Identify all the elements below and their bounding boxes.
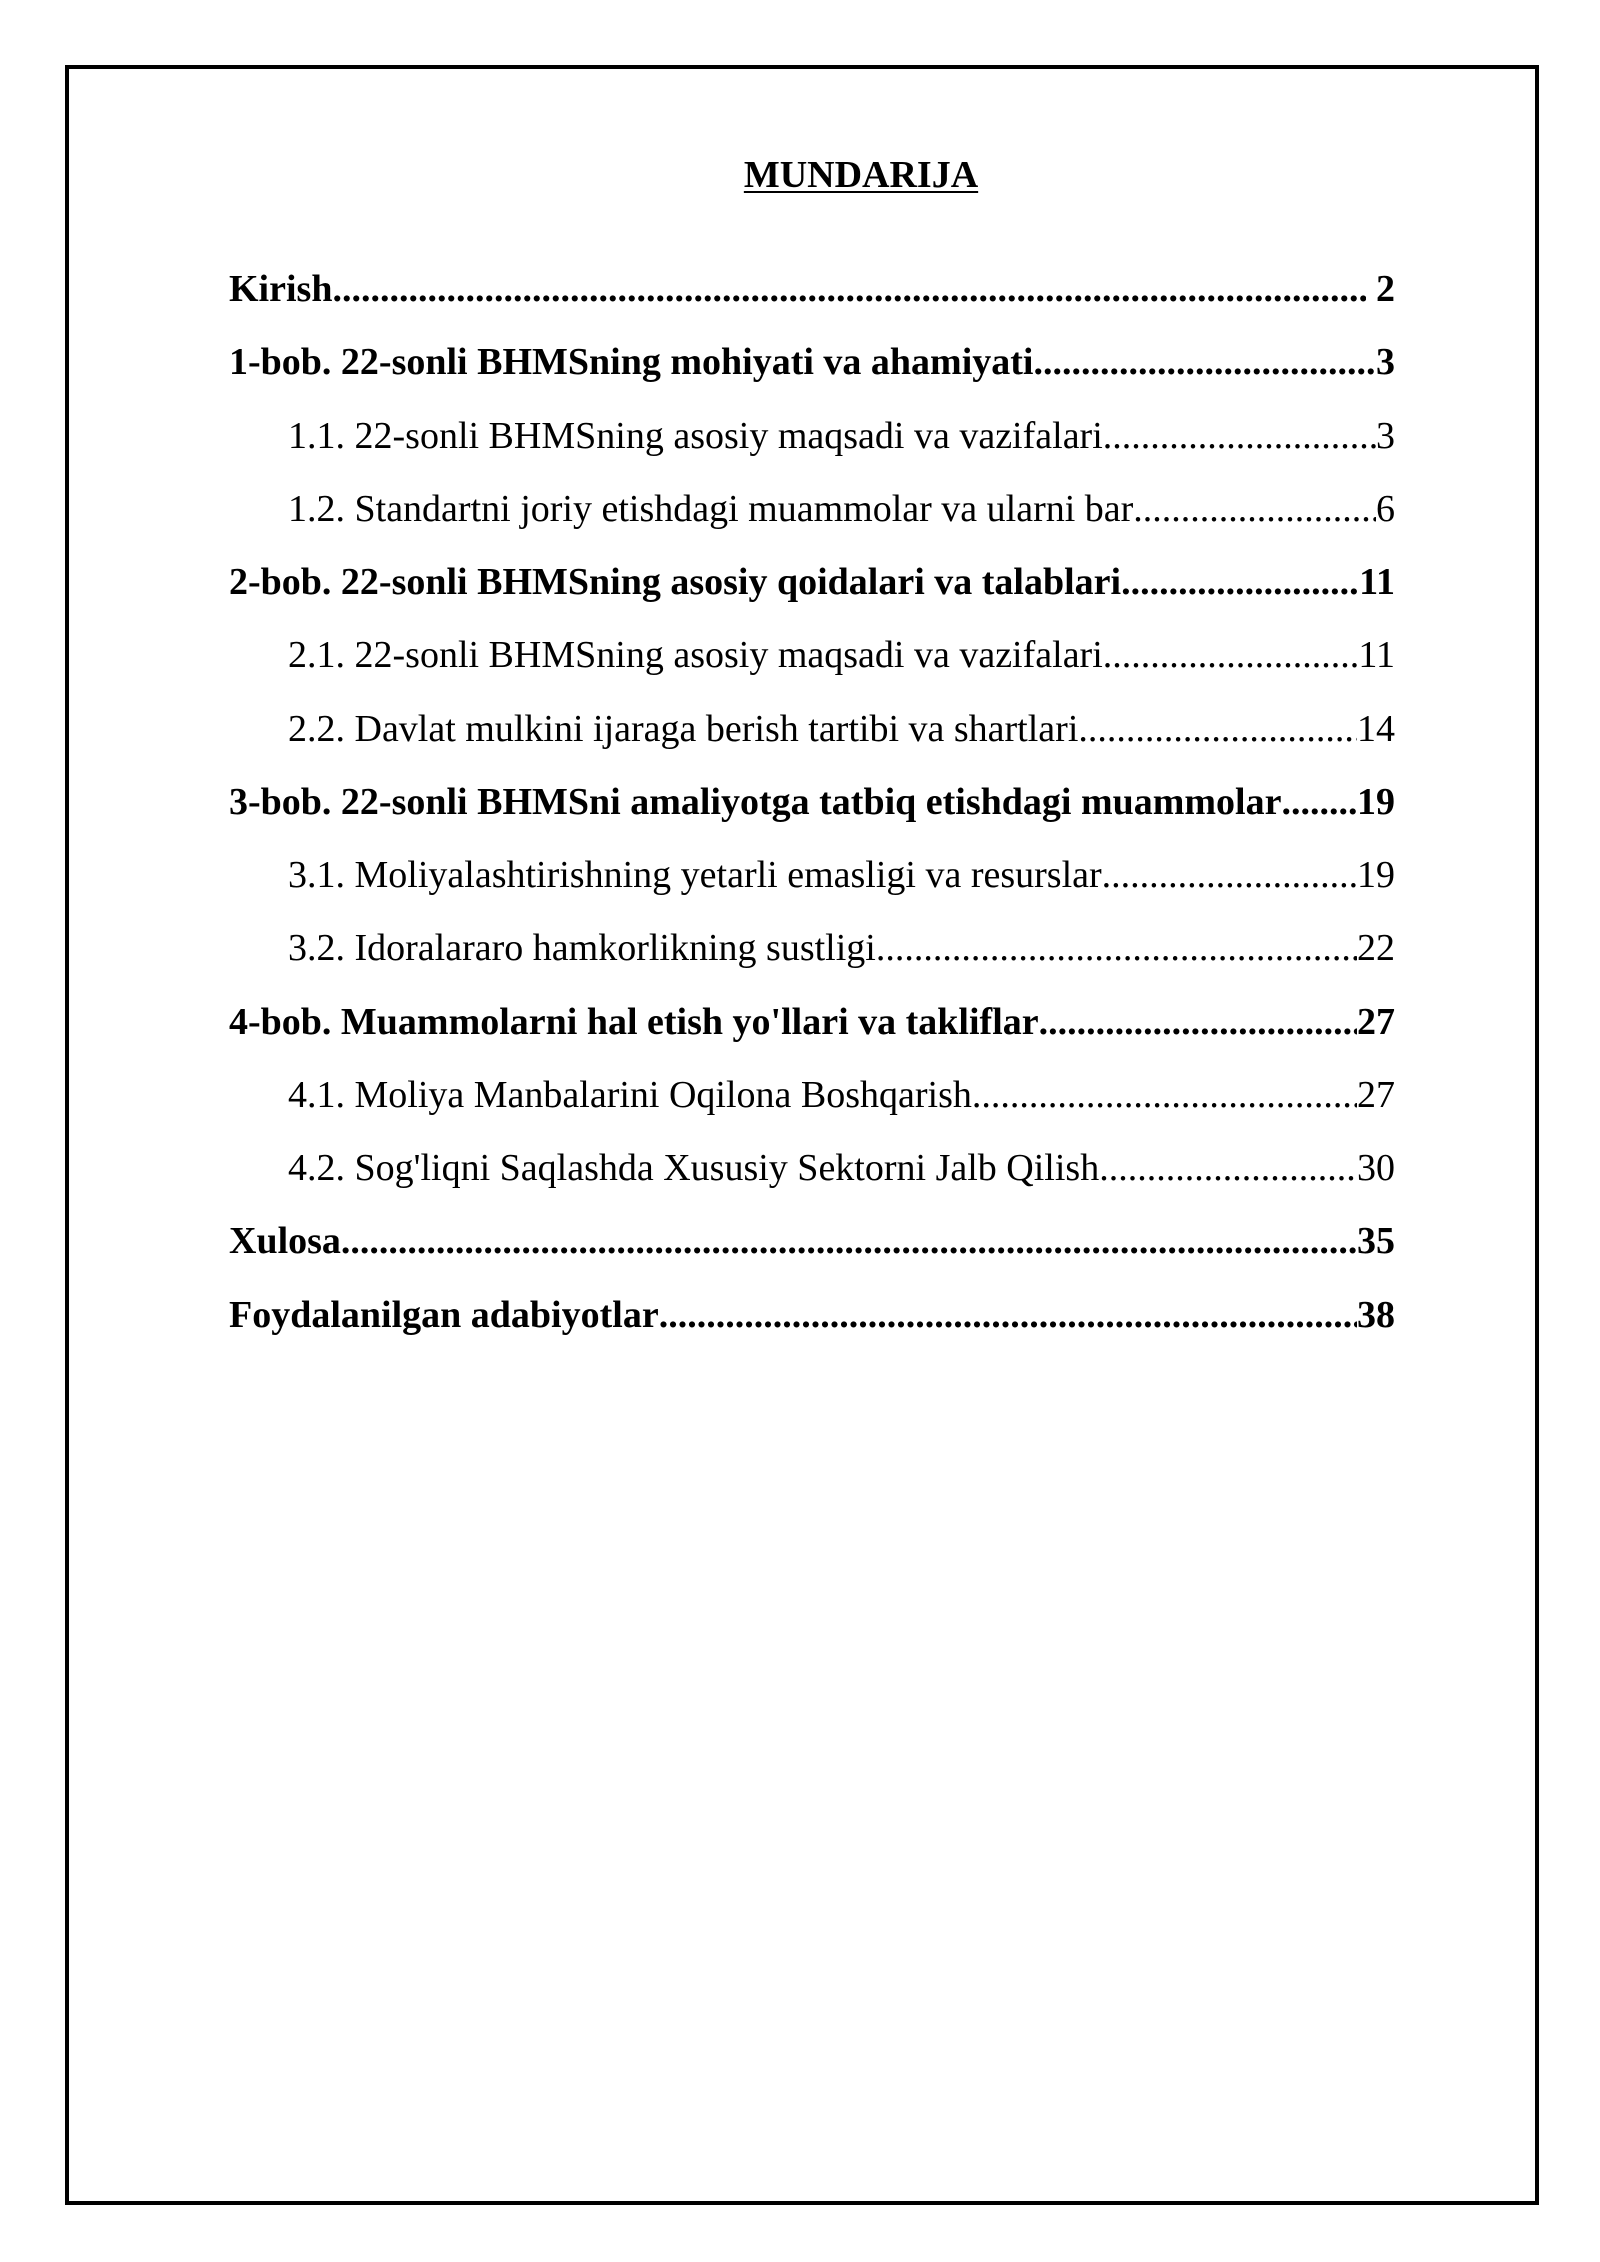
toc-page-number: 2 [1376,268,1395,310]
dot-leader [1078,693,1357,766]
toc-entry-references [229,1279,1395,1352]
toc-entry-chapter-1 [229,326,1395,399]
toc-entry-section-2-1 [229,619,1395,692]
toc-page-number: 22 [1357,927,1395,970]
toc-page-number: 27 [1357,1000,1395,1043]
dot-leader [659,1279,1357,1352]
table-of-contents [229,253,1395,1352]
toc-entry-section-3-2 [229,912,1395,985]
dot-leader [972,1059,1357,1132]
toc-entry-label: 4.1. Moliya Manbalarini Oqilona Boshqarish [288,1073,972,1116]
toc-page-number: 35 [1357,1220,1395,1263]
toc-entry-label: 2.1. 22-sonli BHMSning asosiy maqsadi va vazifalari [288,634,1103,677]
dot-leader [876,912,1357,985]
toc-entry-label: 4-bob. Muammolarni hal etish yo'llari va takliflar [229,1000,1039,1043]
toc-entry-label: Xulosa [229,1220,341,1263]
toc-entry-chapter-3 [229,766,1395,839]
toc-entry-label: 2.2. Davlat mulkini ijaraga berish tartibi va shartlari [288,707,1079,750]
toc-entry-section-4-2 [229,1132,1395,1205]
toc-entry-label: 1.2. Standartni joriy etishdagi muammolar va ularni bar [288,487,1134,530]
toc-entry-section-1-1 [229,400,1395,473]
toc-page-number: 3 [1376,414,1395,457]
toc-entry-label: 1-bob. 22-sonli BHMSning mohiyati va ahamiyati [229,341,1034,384]
toc-page-number: 3 [1376,341,1395,384]
toc-entry-section-2-2 [229,693,1395,766]
toc-entry-label: Foydalanilgan adabiyotlar [229,1293,659,1336]
toc-entry-intro [229,253,1395,326]
toc-page-number: 27 [1357,1073,1395,1116]
dot-leader [1103,619,1359,692]
dot-leader [341,1205,1357,1278]
toc-page-number: 38 [1357,1293,1395,1336]
toc-page-number: 19 [1357,854,1395,897]
toc-page-number: 11 [1358,634,1395,677]
toc-entry-conclusion [229,1205,1395,1278]
toc-entry-label: 3.1. Moliyalashtirishning yetarli emasligi va resurslar [288,854,1102,897]
dot-leader [1121,546,1359,619]
toc-entry-label: 4.2. Sog'liqni Saqlashda Xususiy Sektorni Jalb Qilish [288,1147,1100,1190]
toc-page-number: 11 [1359,561,1395,604]
dot-leader [1133,473,1376,546]
toc-page-number: 19 [1357,780,1395,823]
dot-leader [1033,326,1376,399]
toc-entry-label: 2-bob. 22-sonli BHMSning asosiy qoidalari va talablari [229,561,1122,604]
dot-leader [1099,1132,1357,1205]
toc-entry-section-1-2 [229,473,1395,546]
toc-entry-label: 3.2. Idoralararo hamkorlikning sustligi [288,927,876,970]
toc-entry-label: 3-bob. 22-sonli BHMSni amaliyotga tatbiq etishdagi muammolar [229,780,1282,823]
dot-leader [1103,400,1376,473]
toc-page-number: 14 [1357,707,1395,750]
dot-leader [1281,766,1357,839]
toc-entry-section-3-1 [229,839,1395,912]
page-title: MUNDARIJA [743,154,979,196]
toc-entry-label: 1.1. 22-sonli BHMSning asosiy maqsadi va vazifalari [288,414,1103,457]
dot-leader [332,253,1366,326]
toc-page-number: 6 [1376,487,1395,530]
dot-leader [1039,986,1357,1059]
toc-page-number: 30 [1357,1147,1395,1190]
toc-entry-label: Kirish [229,268,333,310]
toc-entry-section-4-1 [229,1059,1395,1132]
toc-entry-chapter-4 [229,986,1395,1059]
toc-entry-chapter-2 [229,546,1395,619]
dot-leader [1102,839,1357,912]
